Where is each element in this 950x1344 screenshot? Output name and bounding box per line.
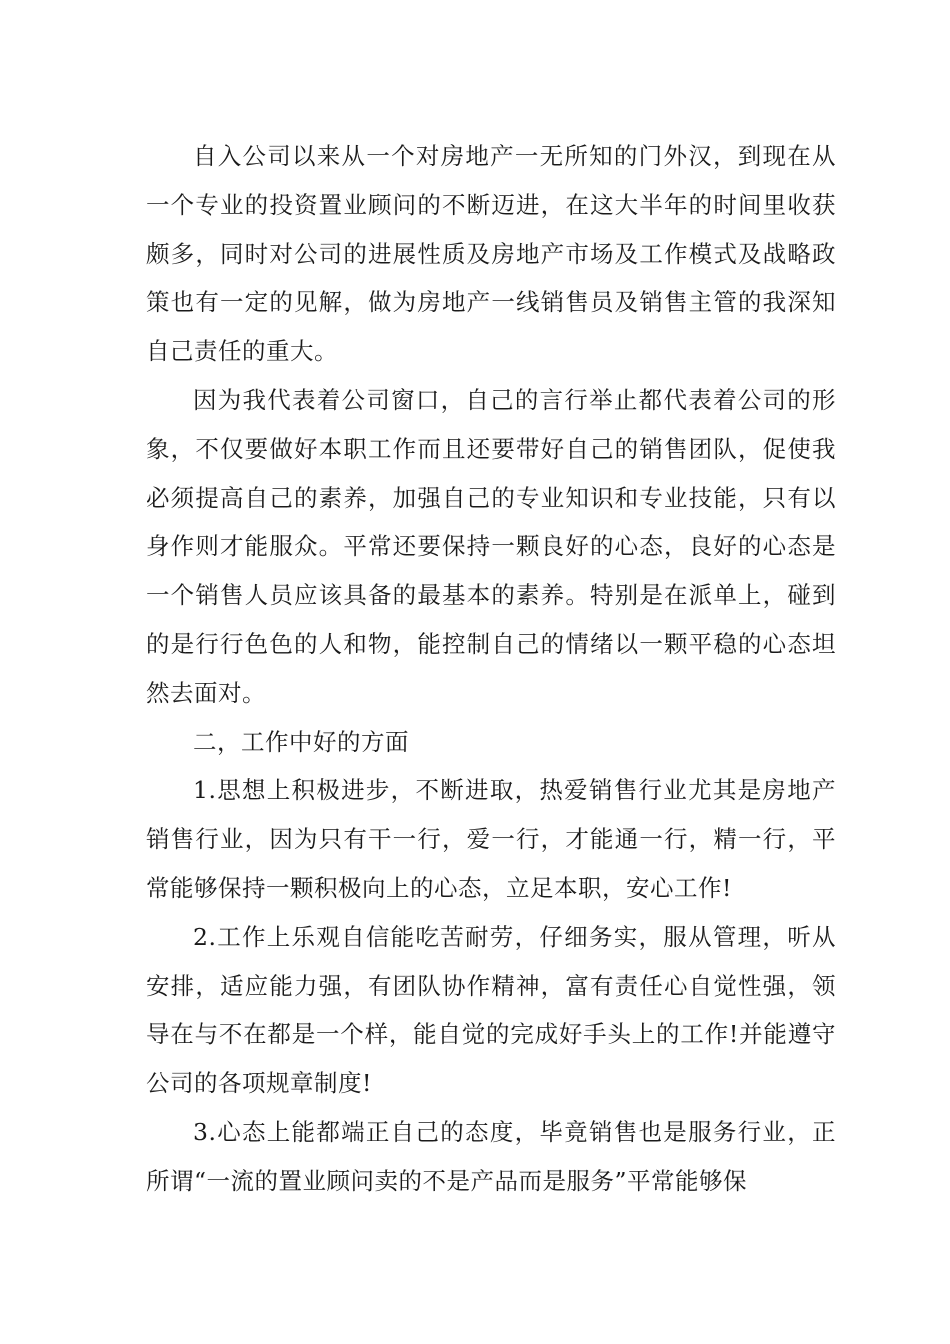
paragraph-intro: 自入公司以来从一个对房地产一无所知的门外汉，到现在从一个专业的投资置业顾问的不断迈进，在这大半年的时间里收获颇多，同时对公司的进展性质及房地产市场及工作模式及战略政策也有一定的见解，做为房地产一线销售员及销售主管的我深知自己责任的重大。 bbox=[146, 142, 836, 366]
section-heading-good-aspects: 二，工作中好的方面 bbox=[193, 727, 409, 756]
paragraph-point-3: 3.心态上能都端正自己的态度，毕竟销售也是服务行业，正所谓“一流的置业顾问卖的不是产品而是服务”平常能够保 bbox=[146, 1117, 836, 1195]
paragraph-point-1: 1.思想上积极进步，不断进取，热爱销售行业尤其是房地产销售行业，因为只有干一行，爱一行，才能通一行，精一行，平常能够保持一颗积极向上的心态，立足本职，安心工作! bbox=[146, 776, 836, 902]
paragraph-point-2: 2.工作上乐观自信能吃苦耐劳，仔细务实，服从管理，听从安排，适应能力强，有团队协作精神，富有责任心自觉性强，领导在与不在都是一个样，能自觉的完成好手头上的工作!并能遵守公司的各项规章制度! bbox=[146, 922, 836, 1098]
paragraph-company-image: 因为我代表着公司窗口，自己的言行举止都代表着公司的形象，不仅要做好本职工作而且还要带好自己的销售团队，促使我必须提高自己的素养，加强自己的专业知识和专业技能，只有以身作则才能服众。平常还要保持一颗良好的心态，良好的心态是一个销售人员应该具备的最基本的素养。特别是在派单上，碰到的是行行色色的人和物，能控制自己的情绪以一颗平稳的心态坦然去面对。 bbox=[146, 385, 836, 707]
document-body bbox=[146, 132, 836, 1206]
